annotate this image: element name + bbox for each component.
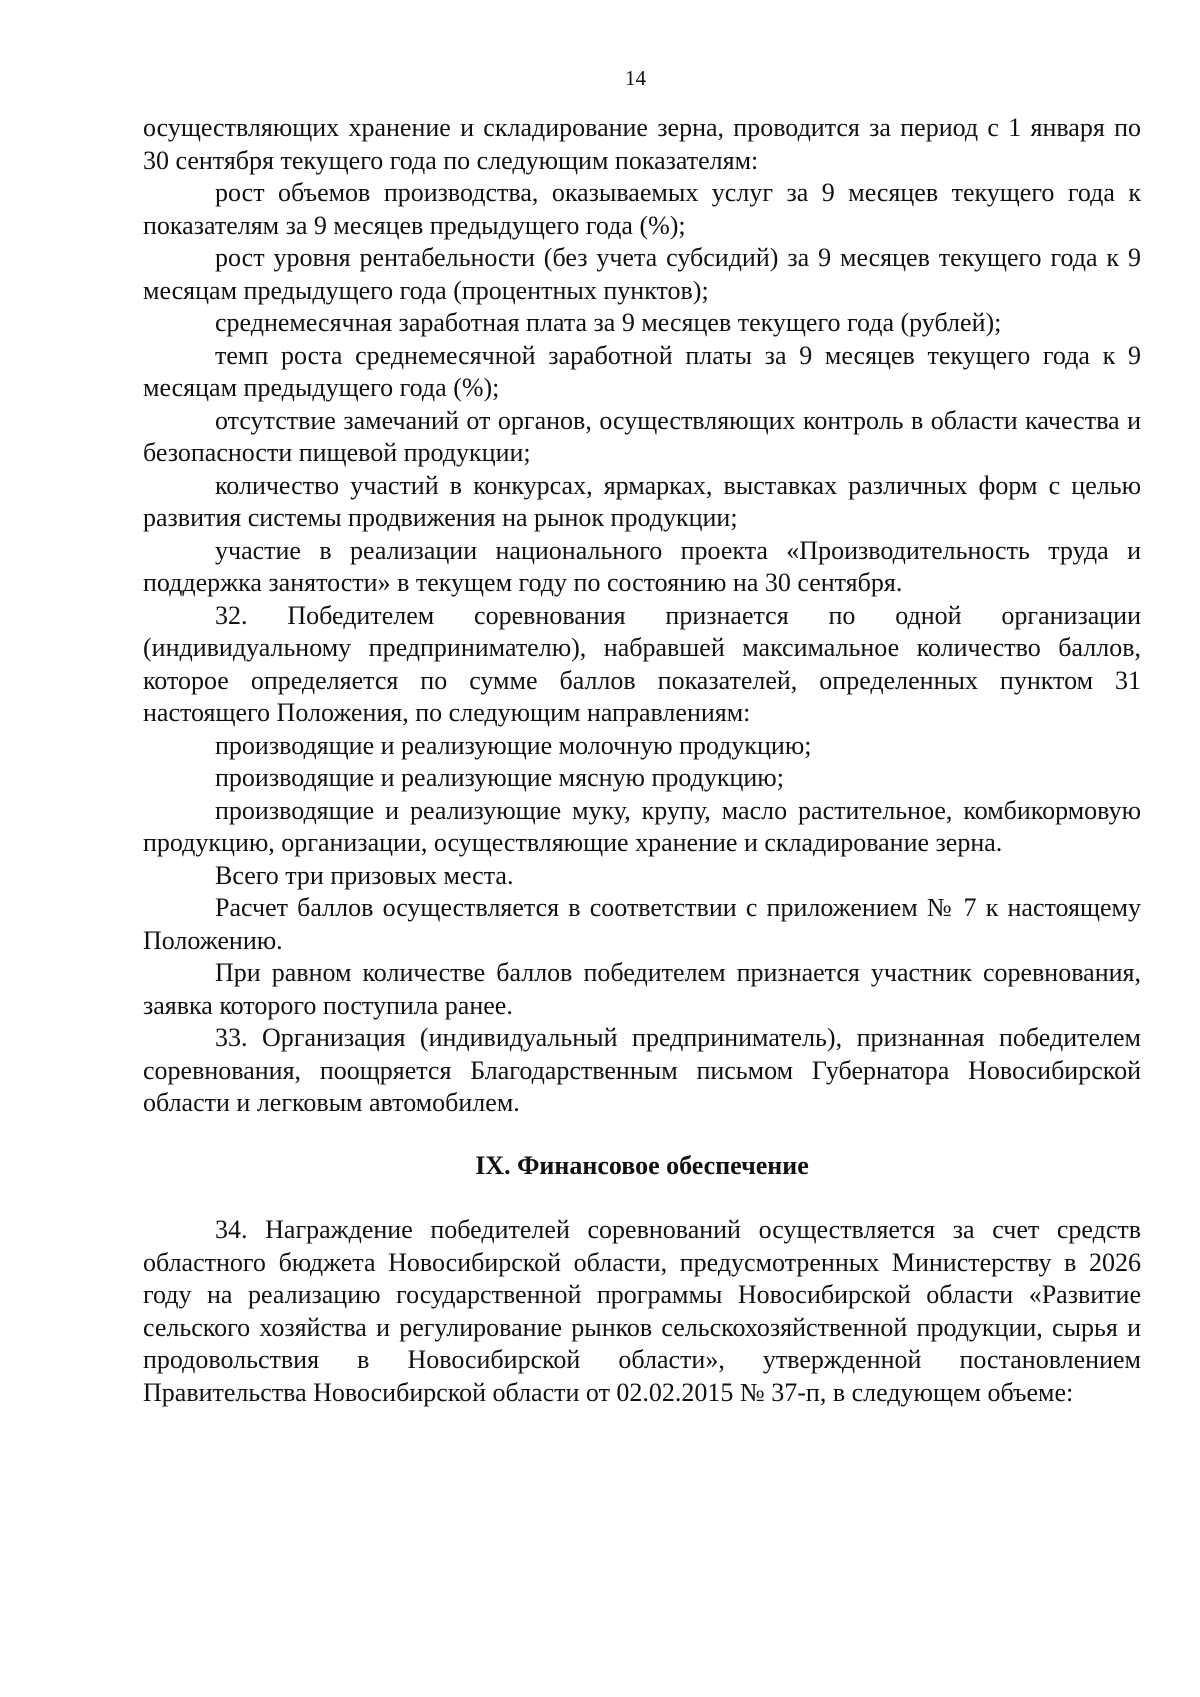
paragraphs-after-heading <box>143 1214 1141 1409</box>
paragraph: рост уровня рентабельности (без учета субсидий) за 9 месяцев текущего года к 9 месяцам предыдущего года (процентных пунктов); <box>143 243 1141 305</box>
paragraph: отсутствие замечаний от органов, осуществляющих контроль в области качества и безопасности пищевой продукции; <box>143 405 1141 467</box>
document-body <box>143 112 1141 1409</box>
paragraphs-before-heading <box>143 112 1141 1120</box>
paragraph: рост объемов производства, оказываемых услуг за 9 месяцев текущего года к показателям за 9 месяцев предыдущего года (%); <box>143 178 1141 240</box>
paragraph: При равном количестве баллов победителем признается участник соревнования, заявка которого поступила ранее. <box>143 958 1141 1020</box>
paragraph: Расчет баллов осуществляется в соответствии с приложением № 7 к настоящему Положению. <box>143 893 1141 955</box>
paragraph: производящие и реализующие муку, крупу, масло растительное, комбикормовую продукцию, организации, осуществляющие хранение и складирование зерна. <box>143 795 1141 857</box>
paragraph: участие в реализации национального проекта «Производительность труда и поддержка занятости» в текущем году по состоянию на 30 сентября. <box>143 535 1141 597</box>
paragraph: количество участий в конкурсах, ярмарках, выставках различных форм с целью развития системы продвижения на рынок продукции; <box>143 470 1141 532</box>
paragraph: производящие и реализующие мясную продукцию; <box>215 763 784 792</box>
paragraph: 32. Победителем соревнования признается по одной организации (индивидуальному предпринимателю), набравшей максимальное количество баллов, которое определяется по сумме баллов показателей, определенных пунктом 31 настоящего Положения, по следующим направлениям: <box>143 600 1141 727</box>
paragraph: темп роста среднемесячной заработной платы за 9 месяцев текущего года к 9 месяцам предыдущего года (%); <box>143 340 1141 402</box>
paragraph: 34. Награждение победителей соревнований осуществляется за счет средств областного бюджета Новосибирской области, предусмотренных Министерству в 2026 году на реализацию государственной программы Новосибирской области «Развитие сельского хозяйства и регулирование рынков сельскохозяйственной продукции, сырья и продовольствия в Новосибирской области», утвержденной постановлением Правительства Новосибирской области от 02.02.2015 № 37-п, в следующем объеме: <box>143 1215 1141 1407</box>
section-heading: IX. Финансовое обеспечение <box>475 1150 809 1180</box>
paragraph: осуществляющих хранение и складирование зерна, проводится за период с 1 января по 30 сентября текущего года по следующим показателям: <box>143 113 1141 175</box>
page-number: 14 <box>625 66 646 90</box>
paragraph: 33. Организация (индивидуальный предприниматель), признанная победителем соревнования, поощряется Благодарственным письмом Губернатора Новосибирской области и легковым автомобилем. <box>143 1023 1141 1117</box>
paragraph: производящие и реализующие молочную продукцию; <box>215 730 812 760</box>
paragraph: Всего три призовых места. <box>215 860 514 890</box>
paragraph: среднемесячная заработная плата за 9 месяцев текущего года (рублей); <box>215 308 1002 337</box>
